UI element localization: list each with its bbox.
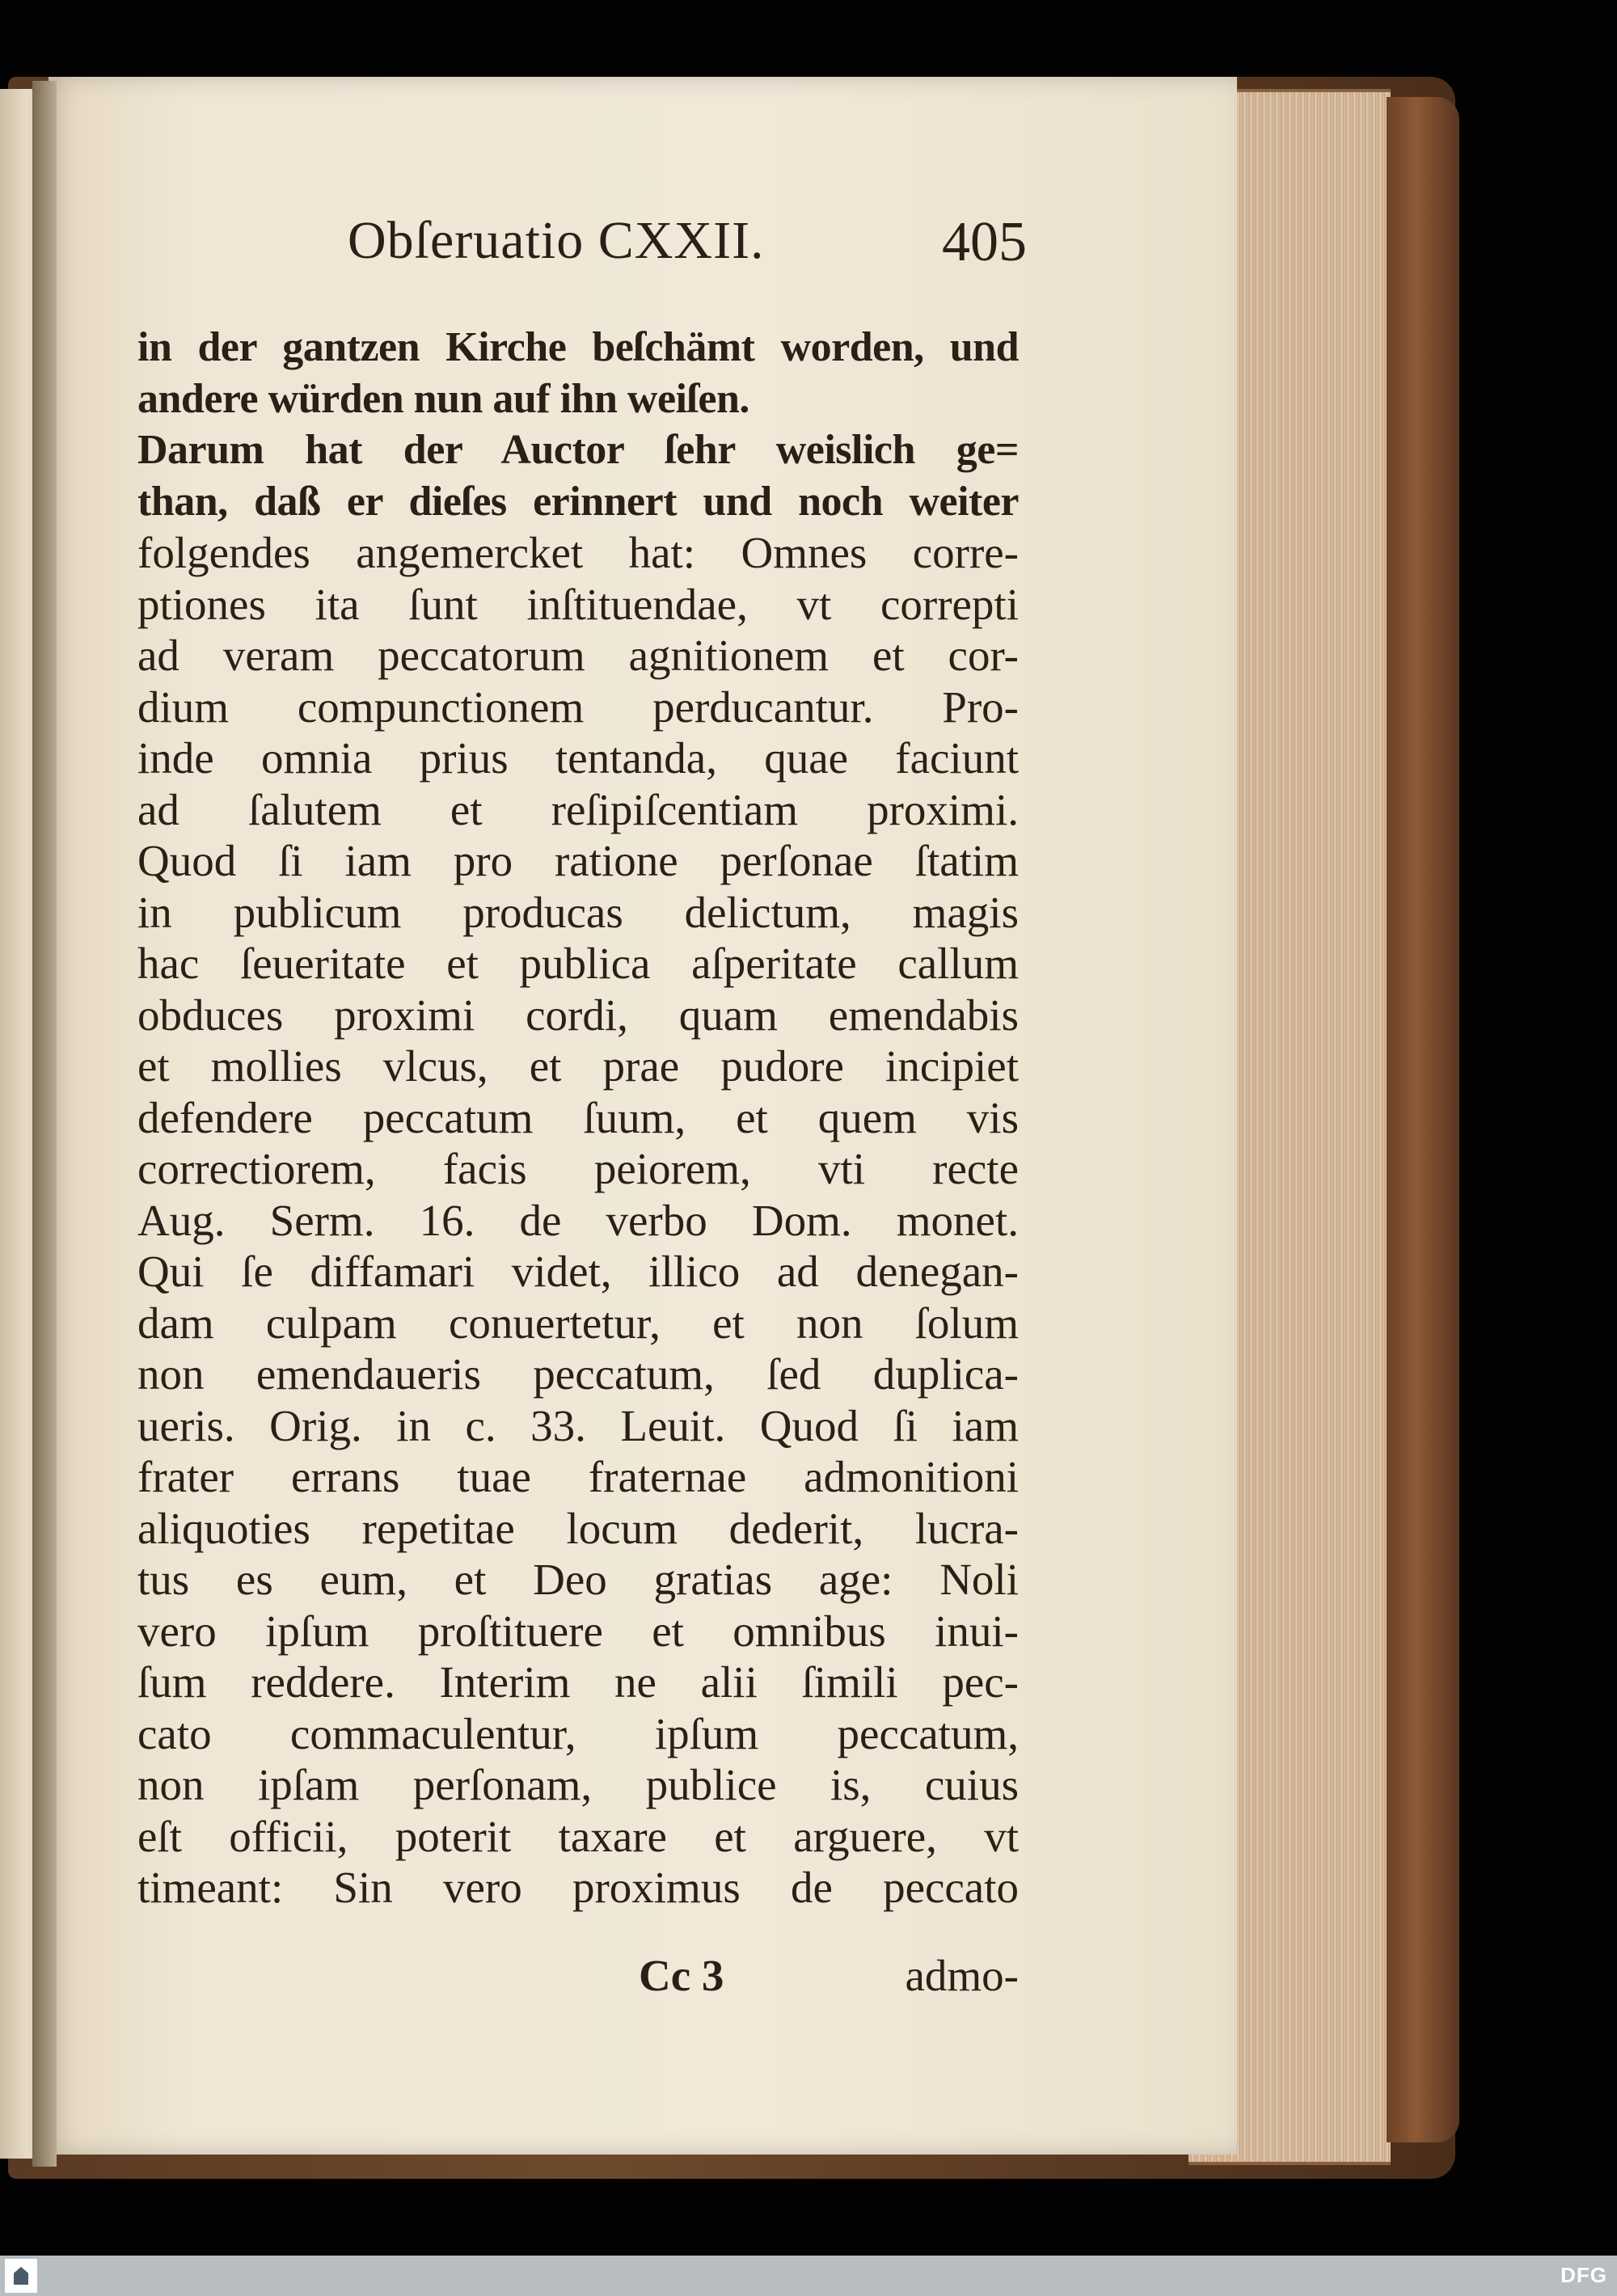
text-line: dam culpam conuertetur, et non ſolum: [137, 1298, 1019, 1348]
text-line: dium compunctionem perducantur. Pro-: [137, 682, 1019, 732]
text-line: ſum reddere. Interim ne alii ſimili pec-: [137, 1657, 1019, 1707]
text-line: vero ipſum proſtituere et omnibus inui-: [137, 1606, 1019, 1656]
text-line: correctiorem, facis peiorem, vti recte: [137, 1144, 1019, 1193]
text-line: hac ſeueritate et publica aſperitate callum: [137, 939, 1019, 988]
text-line: defendere peccatum ſuum, et quem vis: [137, 1092, 1019, 1142]
text-line: ad veram peccatorum agnitionem et cor-: [137, 631, 1019, 680]
text-line: in publicum producas delictum, magis: [137, 887, 1019, 937]
text-line: et mollies vlcus, et prae pudore incipiet: [137, 1041, 1019, 1091]
text-line: andere würden nun auf ihn weiſen.: [137, 375, 749, 422]
text-line: ueris. Orig. in c. 33. Leuit. Quod ſi iam: [137, 1400, 1019, 1450]
viewer-footer-bar: [0, 2256, 1617, 2296]
page-gutter: [32, 81, 57, 2167]
signature-mark: Cc 3: [639, 1951, 724, 2000]
text-line: Qui ſe diffamari videt, illico ad denegan-: [137, 1247, 1019, 1296]
text-line: aliquoties repetitae locum dederit, lucra-: [137, 1503, 1019, 1553]
text-line: non emendaueris peccatum, ſed duplica-: [137, 1349, 1019, 1399]
text-line: cato commaculentur, ipſum peccatum,: [137, 1708, 1019, 1758]
dfg-logo: DFG: [1560, 2263, 1607, 2287]
text-line: ad ſalutem et reſipiſcentiam proximi.: [137, 784, 1019, 834]
text-line: non ipſam perſonam, publice is, cuius: [137, 1760, 1019, 1809]
text-line: tus es eum, et Deo gratias age: Noli: [137, 1555, 1019, 1604]
text-line: Aug. Serm. 16. de verbo Dom. monet.: [137, 1195, 1019, 1245]
text-line: eſt officii, poterit taxare et arguere, vt: [137, 1811, 1019, 1861]
text-line: ptiones ita ſunt inſtituendae, vt correpti: [137, 579, 1019, 629]
text-line: frater errans tuae fraternae admonitioni: [137, 1452, 1019, 1501]
text-line: in der gantzen Kirche beſchämt worden, und: [137, 324, 1019, 370]
page-number: 405: [942, 211, 1027, 273]
book-cover-edge: [1387, 97, 1459, 2142]
text-line: obduces proximi cordi, quam emendabis: [137, 990, 1019, 1040]
page-footer: [137, 1950, 1019, 2007]
text-line: folgendes angemercket hat: Omnes corre-: [137, 528, 1019, 577]
text-line: timeant: Sin vero proximus de peccato: [137, 1863, 1019, 1912]
text-line: than, daß er dieſes erinnert und noch weiter: [137, 478, 1019, 525]
text-line: Darum hat der Auctor ſehr weislich ge=: [137, 427, 1019, 473]
text-line: inde omnia prius tentanda, quae faciunt: [137, 733, 1019, 783]
running-title: Obſeruatio CXXII.: [348, 211, 765, 270]
catchword: admo-: [905, 1951, 1019, 2000]
page-body-text: [137, 322, 1019, 1914]
page-header: [348, 210, 1027, 283]
text-line: Quod ſi iam pro ratione perſonae ſtatim: [137, 836, 1019, 885]
library-logo-icon: [5, 2259, 37, 2293]
